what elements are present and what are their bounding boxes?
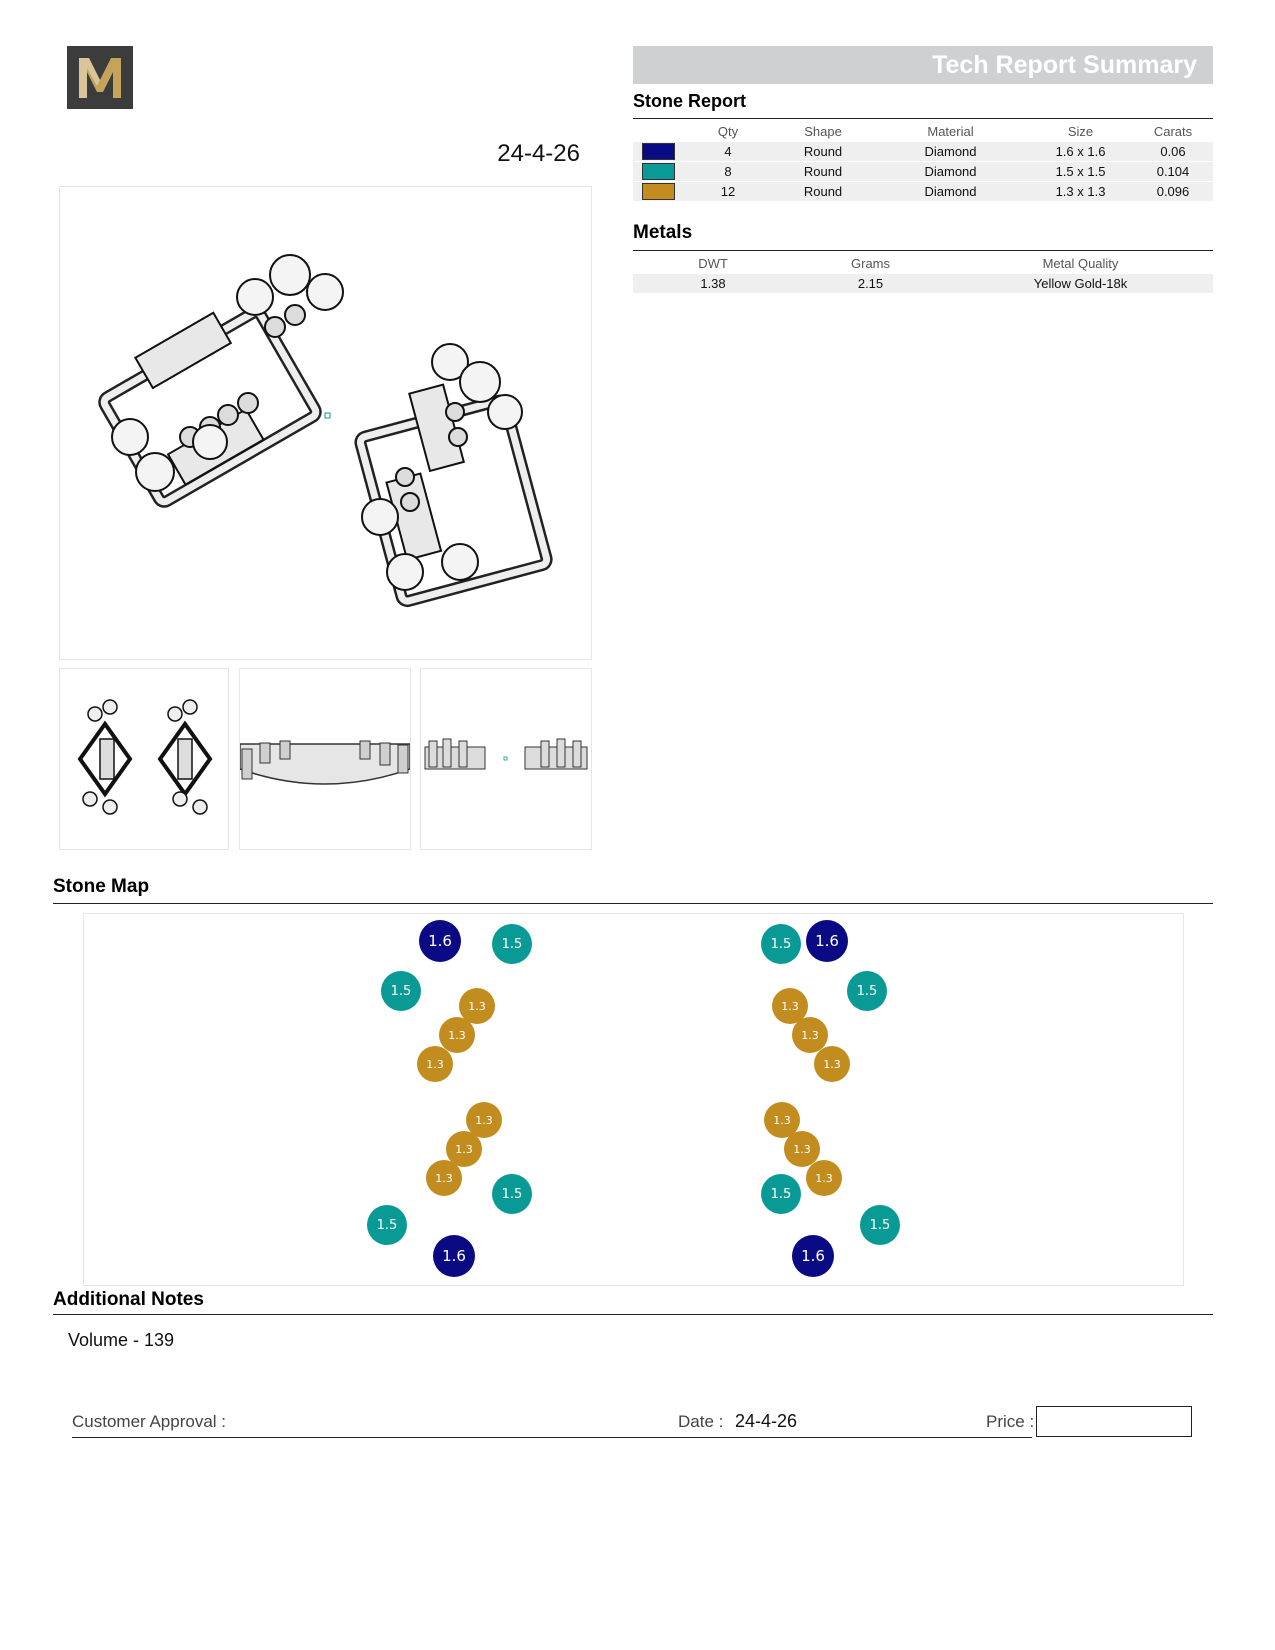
stone-marker: 1.6 — [419, 920, 461, 962]
material-cell: Diamond — [924, 184, 977, 199]
stone-map-title: Stone Map — [53, 876, 150, 897]
color-swatch-cell — [633, 182, 683, 202]
stone-marker: 1.3 — [764, 1102, 800, 1138]
additional-notes-title: Additional Notes — [53, 1289, 204, 1310]
stone-marker: 1.5 — [847, 971, 887, 1011]
color-swatch — [642, 143, 675, 160]
stone-marker: 1.3 — [784, 1131, 820, 1167]
stone-map-canvas — [83, 913, 1184, 1286]
stone-marker: 1.6 — [792, 1235, 834, 1277]
customer-approval-label: Customer Approval : — [72, 1412, 227, 1431]
stone-marker: 1.3 — [792, 1017, 828, 1053]
date-label: Date : — [678, 1412, 724, 1431]
shape-cell: Round — [803, 164, 843, 179]
color-swatch — [642, 163, 675, 180]
metals-rule — [633, 250, 1213, 251]
stone-marker: 1.3 — [814, 1046, 850, 1082]
material-cell: Diamond — [924, 144, 977, 159]
metal-quality-cell: Yellow Gold-18k — [1033, 276, 1128, 291]
drawing-id: 24-4-26 — [497, 140, 580, 167]
stone-marker: 1.5 — [860, 1205, 900, 1245]
qty-cell: 4 — [724, 144, 732, 159]
top-view-thumbnail — [420, 668, 592, 850]
table-row — [633, 162, 1213, 182]
additional-notes-rule — [53, 1314, 1213, 1315]
stone-map-rule — [53, 903, 1213, 904]
color-swatch-cell — [633, 142, 683, 162]
stone-marker: 1.5 — [492, 924, 532, 964]
report-title: Tech Report Summary — [932, 51, 1197, 79]
stone-marker: 1.3 — [772, 988, 808, 1024]
table-row — [633, 182, 1213, 202]
stone-report-header-row — [633, 120, 1213, 142]
grams-column-header: Grams — [851, 255, 890, 271]
side-view-thumbnail — [239, 668, 411, 850]
approval-rule — [72, 1437, 1032, 1438]
size-cell: 1.3 x 1.3 — [1055, 184, 1106, 199]
stone-marker: 1.6 — [806, 920, 848, 962]
stone-marker: 1.3 — [806, 1160, 842, 1196]
size-cell: 1.6 x 1.6 — [1055, 144, 1106, 159]
grams-cell: 2.15 — [857, 276, 884, 291]
size-cell: 1.5 x 1.5 — [1055, 164, 1106, 179]
stone-marker: 1.3 — [459, 988, 495, 1024]
metals-title: Metals — [633, 222, 693, 243]
stone-marker: 1.5 — [492, 1174, 532, 1214]
shape-cell: Round — [803, 144, 843, 159]
carats-column-header: Carats — [1153, 123, 1193, 139]
stone-marker: 1.3 — [426, 1160, 462, 1196]
dwt-column-header: DWT — [698, 255, 728, 271]
stone-marker: 1.6 — [433, 1235, 475, 1277]
stone-marker: 1.3 — [466, 1102, 502, 1138]
main-render-image — [59, 186, 592, 660]
dwt-cell: 1.38 — [700, 276, 726, 291]
metal-quality-column-header: Metal Quality — [1042, 255, 1119, 271]
metals-table — [633, 252, 1213, 294]
report-header-bar — [633, 46, 1213, 84]
color-swatch — [642, 183, 675, 200]
qty-cell: 12 — [720, 184, 736, 199]
volume-note: Volume - 139 — [68, 1330, 175, 1350]
stone-marker: 1.5 — [761, 924, 801, 964]
stone-marker: 1.3 — [439, 1017, 475, 1053]
price-label: Price : — [986, 1412, 1035, 1431]
m-logo-icon — [67, 46, 133, 109]
metals-header-row — [633, 252, 1213, 274]
stone-marker: 1.5 — [761, 1174, 801, 1214]
color-column-header — [633, 120, 683, 142]
company-logo — [67, 46, 133, 109]
carats-cell: 0.06 — [1160, 144, 1186, 159]
carats-cell: 0.096 — [1156, 184, 1190, 199]
shape-column-header: Shape — [804, 123, 842, 139]
qty-column-header: Qty — [717, 123, 739, 139]
material-cell: Diamond — [924, 164, 977, 179]
stone-marker: 1.3 — [417, 1046, 453, 1082]
stone-marker: 1.3 — [446, 1131, 482, 1167]
price-field[interactable] — [1036, 1406, 1192, 1437]
carats-cell: 0.104 — [1156, 164, 1190, 179]
stone-marker: 1.5 — [381, 971, 421, 1011]
table-row — [633, 142, 1213, 162]
material-column-header: Material — [927, 123, 974, 139]
stone-report-rule — [633, 118, 1213, 119]
stone-report-table — [633, 120, 1213, 202]
stone-marker: 1.5 — [367, 1205, 407, 1245]
size-column-header: Size — [1067, 123, 1094, 139]
table-row — [633, 274, 1213, 294]
stone-report-title: Stone Report — [633, 91, 747, 111]
front-view-thumbnail — [59, 668, 229, 850]
color-swatch-cell — [633, 162, 683, 182]
shape-cell: Round — [803, 184, 843, 199]
qty-cell: 8 — [724, 164, 732, 179]
date-value: 24-4-26 — [735, 1411, 798, 1431]
